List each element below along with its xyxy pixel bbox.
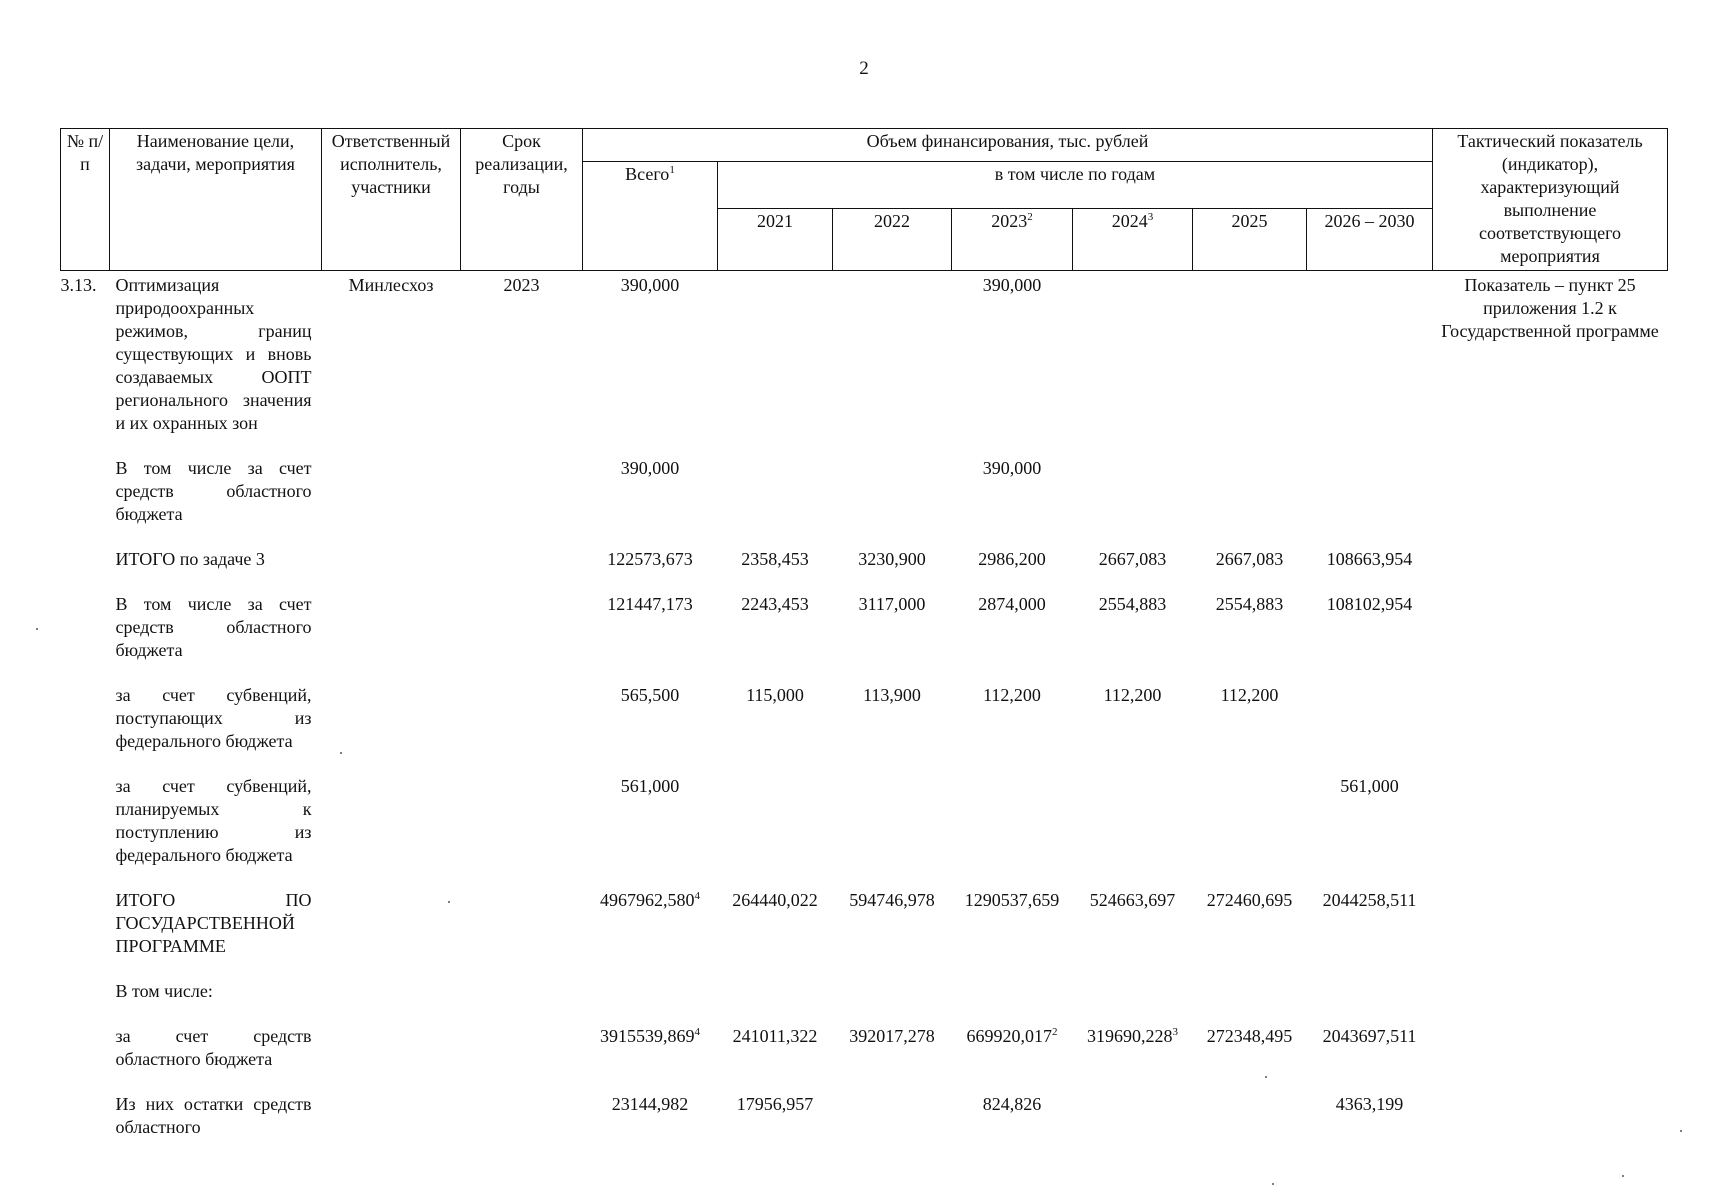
header-year-2021: 2021 [718, 209, 833, 271]
cell-2024: 524663,697 [1089, 890, 1176, 910]
table-row [61, 593, 1668, 662]
cell-2025: 272348,495 [1206, 1026, 1293, 1046]
cell-2026-2030 [1307, 684, 1433, 753]
cell-2026-2030: 108102,954 [1326, 594, 1413, 614]
cell-total: 3915539,869$^4$ [600, 1026, 700, 1046]
header-year-2022: 2022 [833, 209, 952, 271]
cell-total: 4967962,580$^4$ [600, 890, 700, 910]
cell-indicator [1433, 1093, 1668, 1139]
cell-2024 [1073, 775, 1193, 867]
cell-2022: 594746,978 [849, 890, 935, 910]
cell-2021 [718, 271, 833, 436]
cell-term: 2023 [503, 275, 540, 295]
cell-no [61, 684, 110, 753]
cell-2025: 2554,883 [1215, 594, 1284, 614]
cell-term [461, 684, 583, 753]
table-row [61, 1093, 1668, 1139]
cell-2026-2030: 4363,199 [1335, 1094, 1404, 1114]
cell-2021: 17956,957 [736, 1094, 814, 1114]
cell-no [61, 889, 110, 958]
table-row [61, 548, 1668, 571]
cell-name: Из них остатки средств областного [115, 1094, 312, 1137]
cell-term [461, 980, 583, 1003]
cell-name: ИТОГО ПО ГОСУДАРСТВЕННОЙ ПРОГРАММЕ [115, 890, 312, 956]
header-year-2025: 2025 [1193, 209, 1307, 271]
cell-name: за счет субвенций, поступающих из федерального бюджета [115, 685, 312, 751]
cell-executor: Минлесхоз [348, 275, 434, 295]
cell-2025 [1193, 457, 1307, 526]
cell-2023: 390,000 [982, 458, 1042, 478]
page-number: 2 [859, 58, 869, 79]
cell-2021: 2243,453 [741, 594, 809, 614]
cell-indicator [1433, 457, 1668, 526]
cell-2022 [833, 1093, 952, 1139]
cell-indicator [1433, 980, 1668, 1003]
cell-total: 23144,982 [611, 1094, 689, 1114]
header-executor: Ответственный исполнитель, участники [322, 129, 461, 271]
cell-2025 [1193, 1093, 1307, 1139]
cell-2022: 113,900 [863, 685, 921, 705]
cell-executor [322, 775, 461, 867]
cell-2024 [1073, 1093, 1193, 1139]
cell-indicator: Показатель – пункт 25 приложения 1.2 к Государственной программе [1441, 275, 1659, 341]
cell-2023: 1290537,659 [964, 890, 1060, 910]
table-row [61, 889, 1668, 958]
cell-total: 390,000 [620, 458, 680, 478]
cell-term [461, 1025, 583, 1071]
cell-total: 121447,173 [607, 594, 693, 614]
cell-2023: 669920,017$^2$ [966, 1026, 1058, 1046]
cell-term [461, 548, 583, 571]
table-row [61, 457, 1668, 526]
cell-term [461, 457, 583, 526]
cell-term [461, 1093, 583, 1139]
cell-executor [322, 980, 461, 1003]
cell-2023: 2986,200 [978, 549, 1046, 569]
cell-executor [322, 548, 461, 571]
cell-no [61, 593, 110, 662]
cell-2023: 390,000 [982, 275, 1042, 295]
financing-table [60, 128, 1668, 1139]
cell-2021 [718, 775, 833, 867]
cell-2025 [1193, 271, 1307, 436]
header-funding: Объем финансирования, тыс. рублей [583, 129, 1433, 162]
cell-total: 390,000 [620, 275, 680, 295]
cell-2024: 2554,883 [1098, 594, 1167, 614]
cell-2024: 319690,228$^3$ [1087, 1026, 1178, 1046]
table-body [61, 271, 1668, 1140]
cell-2025: 272460,695 [1206, 890, 1293, 910]
header-year-2026-2030: 2026 – 2030 [1307, 209, 1433, 271]
cell-2021: 241011,322 [732, 1026, 818, 1046]
header-no: № п/п [61, 129, 110, 271]
cell-indicator [1433, 684, 1668, 753]
cell-2023: 824,826 [982, 1094, 1042, 1114]
table-row [61, 1025, 1668, 1071]
table-row [61, 684, 1668, 753]
cell-2023 [952, 980, 1073, 1003]
cell-indicator [1433, 889, 1668, 958]
header-year-2023: 2023$^2$ [952, 209, 1073, 271]
cell-total: 561,000 [620, 776, 680, 796]
cell-2021: 115,000 [746, 685, 804, 705]
header-term: Срок реализации, годы [461, 129, 583, 271]
cell-2023 [952, 775, 1073, 867]
cell-indicator [1433, 775, 1668, 867]
cell-name: Оптимизация природоохранных режимов, границ существующих и вновь создаваемых ООПТ регионального значения и их охранных зон [115, 275, 312, 433]
cell-executor [322, 889, 461, 958]
cell-2025: 2667,083 [1215, 549, 1284, 569]
table-header [61, 129, 1668, 271]
cell-no [61, 548, 110, 571]
cell-total: 565,500 [620, 685, 680, 705]
table-row [61, 271, 1668, 436]
cell-no [61, 775, 110, 867]
cell-2025 [1193, 980, 1307, 1003]
cell-2026-2030 [1307, 980, 1433, 1003]
cell-no [61, 1025, 110, 1071]
header-name: Наименование цели, задачи, мероприятия [110, 129, 322, 271]
cell-term [461, 889, 583, 958]
cell-2023: 2874,000 [978, 594, 1046, 614]
cell-name: за счет субвенций, планируемых к поступлению из федерального бюджета [115, 776, 312, 865]
header-by-years: в том числе по годам [718, 162, 1433, 209]
cell-2021 [718, 457, 833, 526]
cell-indicator [1433, 593, 1668, 662]
cell-2026-2030: 561,000 [1340, 776, 1399, 796]
cell-executor [322, 457, 461, 526]
cell-2026-2030: 2043697,511 [1322, 1026, 1417, 1046]
cell-2021 [718, 980, 833, 1003]
cell-executor [322, 593, 461, 662]
cell-name: ИТОГО по задаче 3 [115, 549, 265, 569]
cell-total: 122573,673 [607, 549, 693, 569]
cell-2022 [833, 457, 952, 526]
cell-2024 [1073, 271, 1193, 436]
cell-2021: 264440,022 [732, 890, 818, 910]
cell-name: В том числе: [115, 981, 213, 1001]
cell-2026-2030: 108663,954 [1326, 549, 1413, 569]
cell-2025 [1193, 775, 1307, 867]
cell-2026-2030 [1307, 457, 1433, 526]
cell-indicator [1433, 548, 1668, 571]
header-total: Всего$^1$ [583, 162, 718, 271]
cell-no [61, 1093, 110, 1139]
cell-2024 [1073, 980, 1193, 1003]
cell-2022 [833, 271, 952, 436]
cell-name: В том числе за счет средств областного бюджета [115, 458, 312, 524]
cell-term [461, 593, 583, 662]
cell-2023: 112,200 [983, 685, 1041, 705]
cell-executor [322, 1093, 461, 1139]
cell-name: В том числе за счет средств областного бюджета [115, 594, 312, 660]
cell-2022: 3117,000 [858, 594, 926, 614]
table-row [61, 775, 1668, 867]
cell-no [61, 457, 110, 526]
cell-2022: 3230,900 [858, 549, 926, 569]
cell-2026-2030: 2044258,511 [1322, 890, 1417, 910]
cell-2026-2030 [1307, 271, 1433, 436]
table-row [61, 980, 1668, 1003]
cell-name: за счет средств областного бюджета [115, 1026, 312, 1069]
cell-no: 3.13. [60, 275, 97, 295]
cell-no [61, 980, 110, 1003]
cell-executor [322, 684, 461, 753]
cell-2024 [1073, 457, 1193, 526]
cell-2022 [833, 775, 952, 867]
cell-2024: 2667,083 [1098, 549, 1167, 569]
cell-2025: 112,200 [1220, 685, 1279, 705]
header-indicator: Тактический показатель (индикатор), характеризующий выполнение соответствующего мероприятия [1433, 129, 1668, 271]
cell-2024: 112,200 [1103, 685, 1162, 705]
cell-total [583, 980, 718, 1003]
cell-indicator [1433, 1025, 1668, 1071]
cell-2022 [833, 980, 952, 1003]
header-year-2024: 2024$^3$ [1073, 209, 1193, 271]
cell-2021: 2358,453 [741, 549, 809, 569]
cell-executor [322, 1025, 461, 1071]
cell-term [461, 775, 583, 867]
cell-2022: 392017,278 [849, 1026, 935, 1046]
